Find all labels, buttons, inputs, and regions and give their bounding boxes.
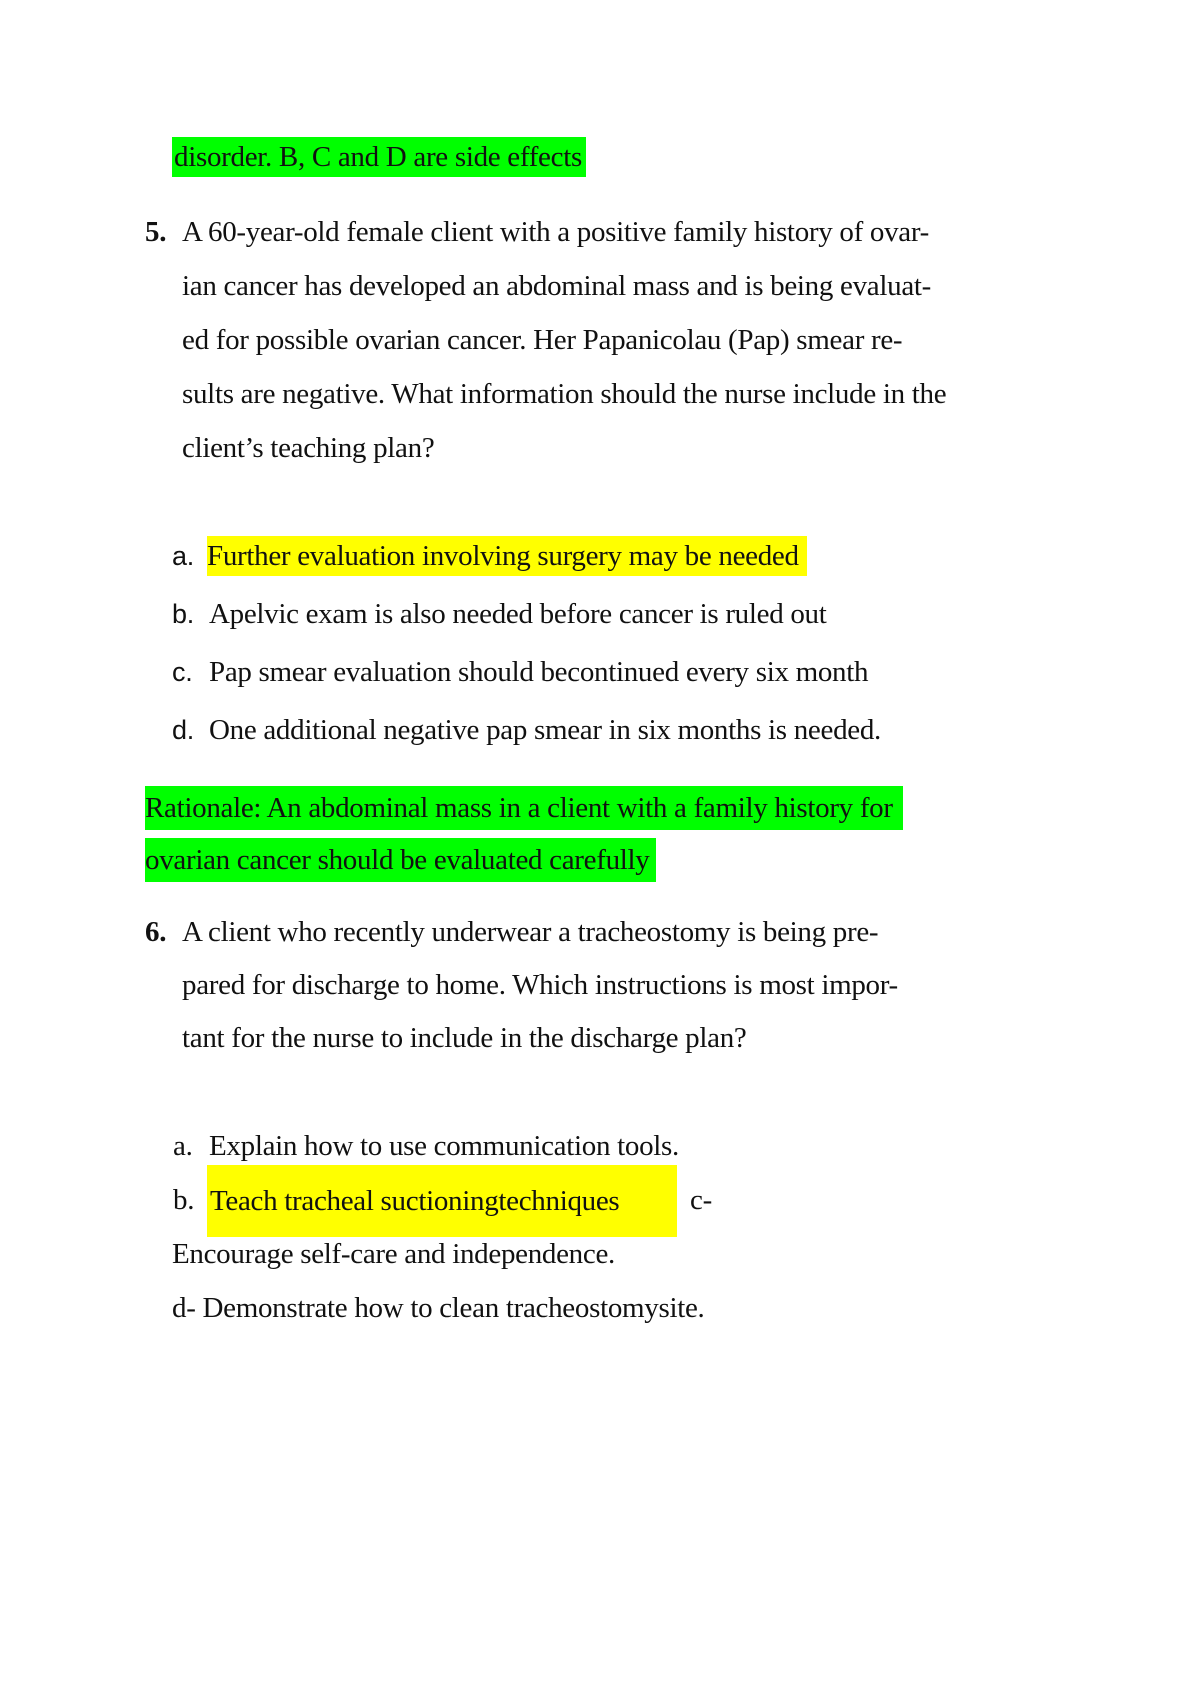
q6-option-a-text: Explain how to use communication tools. xyxy=(209,1130,679,1162)
rationale-line-1: Rationale: An abdominal mass in a client with a family history for xyxy=(145,786,903,830)
option-a-letter: a. xyxy=(172,541,194,571)
q6-option-a-letter: a. xyxy=(173,1130,193,1162)
option-d-text: One additional negative pap smear in six months is needed. xyxy=(209,714,881,746)
question-5-line-4: sults are negative. What information should the nurse include in the xyxy=(182,378,947,410)
option-c-text: Pap smear evaluation should becontinued every six month xyxy=(209,656,869,688)
q6-option-d-text: d- Demonstrate how to clean tracheostomysite. xyxy=(172,1292,705,1324)
question-5-line-2: ian cancer has developed an abdominal mass and is being evaluat- xyxy=(182,270,932,302)
option-b-letter: b. xyxy=(172,599,194,629)
question-6-line-2: pared for discharge to home. Which instructions is most impor- xyxy=(182,969,898,1001)
rationale-line-2: ovarian cancer should be evaluated carefully xyxy=(145,838,656,882)
q6-option-b-letter: b. xyxy=(173,1184,195,1216)
question-5-line-3: ed for possible ovarian cancer. Her Papanicolau (Pap) smear re- xyxy=(182,324,903,356)
q6-option-c-prefix: c- xyxy=(690,1184,712,1216)
question-6-number: 6. xyxy=(145,916,167,948)
question-5-number: 5. xyxy=(145,216,167,248)
option-b-text: Apelvic exam is also needed before cancer is ruled out xyxy=(209,598,827,630)
question-5-line-1: A 60-year-old female client with a positive family history of ovar- xyxy=(182,216,930,248)
q6-option-b-text: Teach tracheal suctioningtechniques xyxy=(207,1165,677,1237)
option-a-text: Further evaluation involving surgery may be needed xyxy=(207,536,807,576)
question-6-line-3: tant for the nurse to include in the discharge plan? xyxy=(182,1022,747,1054)
question-5-line-5: client’s teaching plan? xyxy=(182,432,435,464)
q6-option-c-text: Encourage self-care and independence. xyxy=(172,1238,615,1270)
option-c-letter: c. xyxy=(172,657,193,687)
option-d-letter: d. xyxy=(172,715,194,745)
question-6-line-1: A client who recently underwear a tracheostomy is being pre- xyxy=(182,916,879,948)
carryover-rationale: disorder. B, C and D are side effects xyxy=(172,137,586,177)
